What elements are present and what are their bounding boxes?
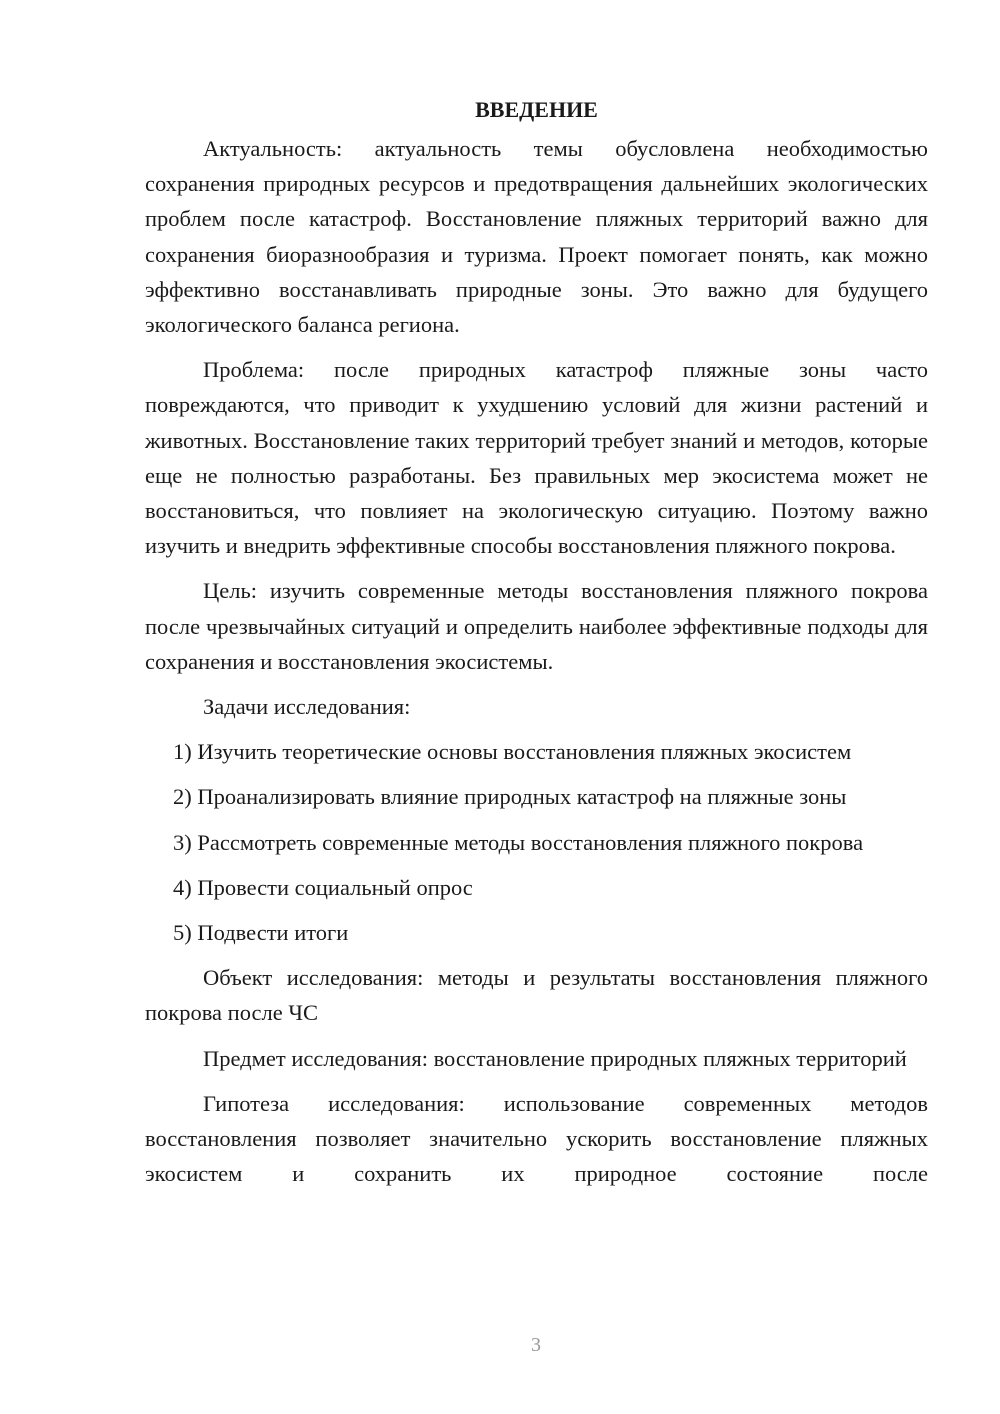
task-item: 2) Проанализировать влияние природных катастроф на пляжные зоны bbox=[173, 784, 847, 810]
paragraph-object: Объект исследования: методы и результаты восстановления пляжного покрова после ЧС bbox=[145, 965, 928, 1026]
section-title: ВВЕДЕНИЕ bbox=[475, 97, 598, 122]
page-number: 3 bbox=[531, 1334, 541, 1356]
paragraph-goal: Цель: изучить современные методы восстановления пляжного покрова после чрезвычайных ситуаций и определить наиболее эффективные подходы для сохранения и восстановления экосистемы. bbox=[145, 578, 928, 674]
task-item: 5) Подвести итоги bbox=[173, 920, 349, 946]
paragraph-hypothesis: Гипотеза исследования: использование современных методов восстановления позволяет значительно ускорить восстановление пляжных экосистем и сохранить их природное состояние после bbox=[145, 1090, 928, 1187]
paragraph-subject: Предмет исследования: восстановление природных пляжных территорий bbox=[203, 1045, 907, 1071]
task-item: 4) Провести социальный опрос bbox=[173, 874, 473, 900]
task-item: 3) Рассмотреть современные методы восстановления пляжного покрова bbox=[173, 829, 864, 855]
paragraph-relevance: Актуальность: актуальность темы обусловлена необходимостью сохранения природных ресурсов и предотвращения дальнейших экологических проблем после катастроф. Восстановление пляжных территорий важно для сохранения биоразнообразия и туризма. Проект помогает понять, как можно эффективно восстанавливать природные зоны. Это важно для будущего экологического баланса региона. bbox=[145, 136, 928, 338]
document-page bbox=[145, 92, 928, 1201]
paragraph-problem: Проблема: после природных катастроф пляжные зоны часто повреждаются, что приводит к ухудшению условий для жизни растений и животных. Восстановление таких территорий требует знаний и методов, которые еще не полностью разработаны. Без правильных мер экосистема может не восстановиться, что повлияет на экологическую ситуацию. Поэтому важно изучить и внедрить эффективные способы восстановления пляжного покрова. bbox=[145, 357, 928, 559]
tasks-heading: Задачи исследования: bbox=[203, 694, 411, 720]
task-item: 1) Изучить теоретические основы восстановления пляжных экосистем bbox=[173, 739, 852, 765]
